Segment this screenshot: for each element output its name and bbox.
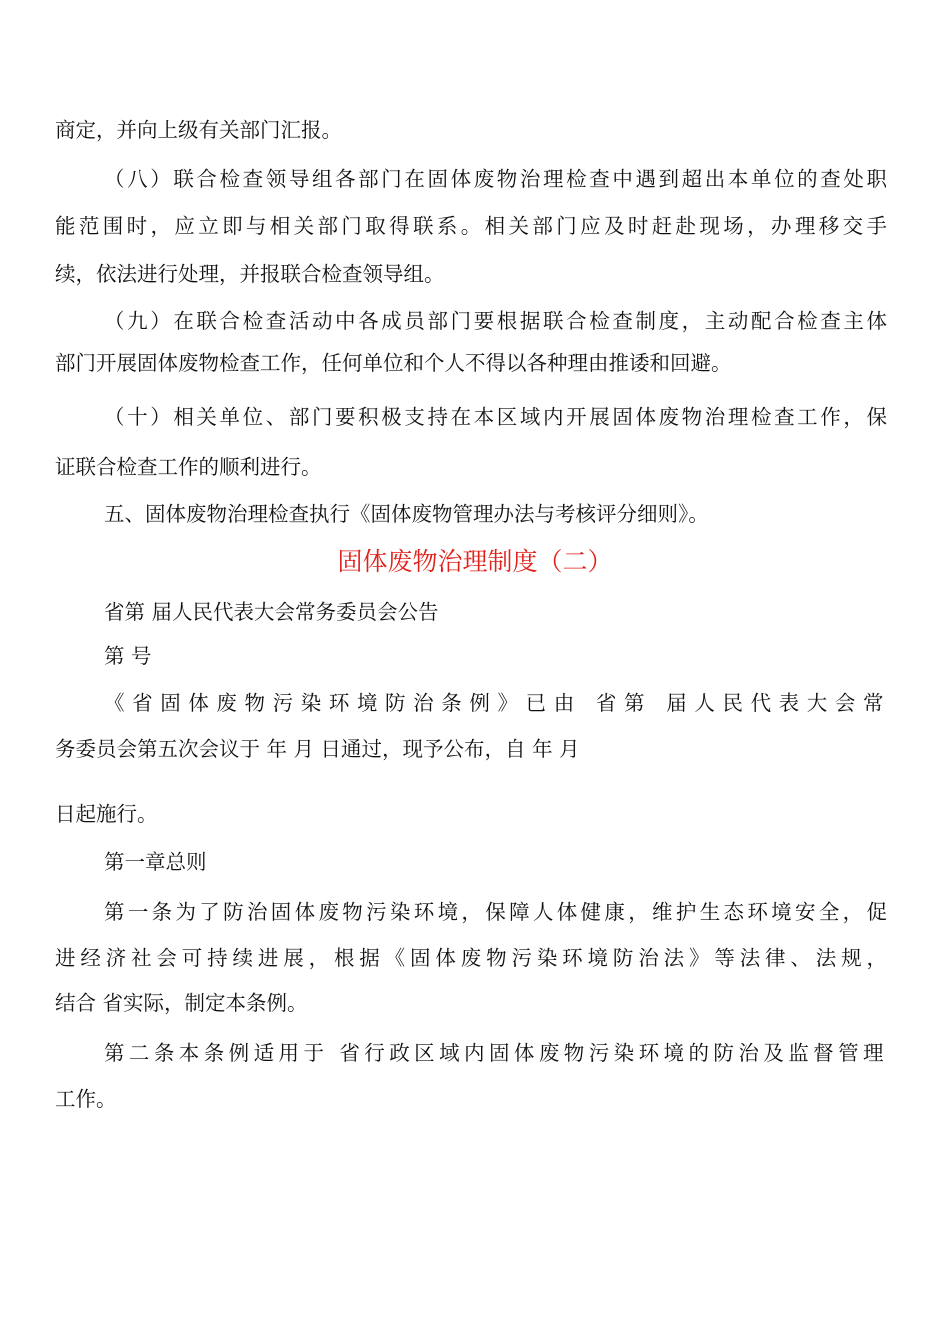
paragraph-line: 证联合检查工作的顺利进行。 bbox=[55, 455, 322, 479]
article-line: 工作。 bbox=[55, 1087, 117, 1111]
chapter-title: 第一章总则 bbox=[104, 850, 207, 874]
announcement-line: 《省固体废物污染环境防治条例》已由 省第 届人民代表大会常 bbox=[104, 691, 887, 715]
paragraph-line: （八）联合检查领导组各部门在固体废物治理检查中遇到超出本单位的查处职 bbox=[104, 167, 887, 191]
article-line: 第一条为了防治固体废物污染环境，保障人体健康，维护生态环境安全，促 bbox=[104, 900, 887, 924]
article-line: 第二条本条例适用于 省行政区域内固体废物污染环境的防治及监督管理 bbox=[104, 1041, 887, 1065]
paragraph-line: （十）相关单位、部门要积极支持在本区域内开展固体废物治理检查工作，保 bbox=[104, 405, 887, 429]
announcement-line: 务委员会第五次会议于 年 月 日通过，现予公布，自 年 月 bbox=[55, 737, 580, 761]
paragraph-line: 五、固体废物治理检查执行《固体废物管理办法与考核评分细则》。 bbox=[104, 502, 709, 526]
article-line: 结合 省实际，制定本条例。 bbox=[55, 991, 308, 1015]
paragraph-line: 商定，并向上级有关部门汇报。 bbox=[55, 118, 342, 142]
paragraph-line: 部门开展固体废物检查工作，任何单位和个人不得以各种理由推诿和回避。 bbox=[55, 351, 732, 375]
article-line: 进经济社会可持续进展，根据《固体废物污染环境防治法》等法律、法规， bbox=[55, 946, 887, 970]
paragraph-line: 续，依法进行处理，并报联合检查领导组。 bbox=[55, 262, 445, 286]
paragraph-line: 能范围时，应立即与相关部门取得联系。相关部门应及时赶赴现场，办理移交手 bbox=[55, 214, 887, 238]
announcement-line: 日起施行。 bbox=[55, 802, 158, 826]
section-title: 固体废物治理制度（二） bbox=[337, 547, 613, 576]
announcement-heading: 省第 届人民代表大会常务委员会公告 bbox=[104, 600, 439, 624]
announcement-number: 第 号 bbox=[104, 644, 152, 668]
paragraph-line: （九）在联合检查活动中各成员部门要根据联合检查制度，主动配合检查主体 bbox=[104, 309, 887, 333]
